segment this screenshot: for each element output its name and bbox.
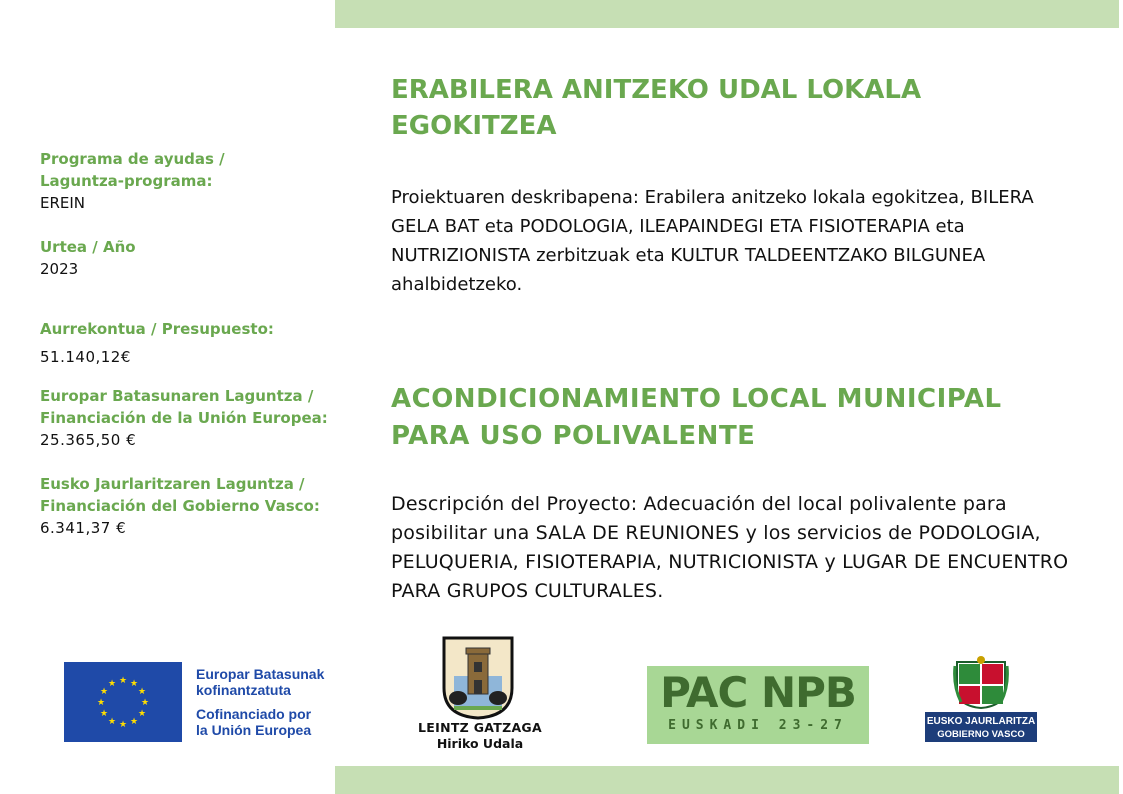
svg-text:★: ★: [129, 679, 139, 689]
pac-npb-logo: PAC NPB EUSKADI 23-27: [647, 666, 869, 744]
budget-label: Aurrekontua / Presupuesto:: [40, 320, 274, 338]
description-basque: Proiektuaren deskribapena: Erabilera anitzeko lokala egokitzea, BILERA GELA BAT eta PODOLOGIA, ILEAPAINDEGI ETA FISIOTERAPIA eta NUTRIZIONISTA zerbitzuak eta KULTUR TALDEENTZAKO BILGUNEA ahalbidetzeko.: [391, 187, 1034, 295]
svg-text:★: ★: [137, 709, 147, 719]
eu-flag-icon: [64, 662, 182, 742]
eu-funding-value: 25.365,50 €: [40, 431, 137, 449]
budget-value: 51.140,12€: [40, 348, 131, 366]
svg-text:★: ★: [99, 709, 109, 719]
svg-text:★: ★: [140, 698, 150, 708]
funding-sidebar: [40, 148, 340, 539]
program-value: EREIN: [40, 194, 86, 212]
svg-text:★: ★: [99, 687, 109, 697]
program-label: Programa de ayudas / Laguntza-programa:: [40, 150, 225, 190]
town-council: Hiriko Udala: [436, 736, 524, 751]
eu-funding-label: Europar Batasunaren Laguntza / Financiación de la Unión Europea:: [40, 387, 328, 427]
year-value: 2023: [40, 260, 79, 278]
town-shield-icon: [440, 636, 516, 720]
svg-text:★: ★: [129, 717, 139, 727]
svg-text:★: ★: [96, 698, 106, 708]
title-basque: ERABILERA ANITZEKO UDAL LOKALA EGOKITZEA: [391, 75, 922, 141]
svg-text:★: ★: [137, 687, 147, 697]
bottom-accent-bar: [335, 766, 1119, 794]
year-label: Urtea / Año: [40, 238, 136, 256]
eu-cofunding-logo: ★ ★ ★ ★ ★ ★ ★ ★ ★ ★ ★ ★ Europar Batasunak kofinantzatuta Cofinanciado por la Unión Europea: [64, 662, 354, 744]
title-spanish: ACONDICIONAMIENTO LOCAL MUNICIPAL PARA USO POLIVALENTE: [391, 384, 1002, 451]
town-name: LEINTZ GATZAGA: [418, 720, 542, 735]
svg-text:★: ★: [118, 720, 128, 730]
basque-government-logo: EUSKO JAURLARITZA GOBIERNO VASCO: [925, 656, 1037, 744]
svg-text:★: ★: [118, 676, 128, 686]
top-accent-bar: [335, 0, 1119, 28]
basque-government-crest-icon: [953, 656, 1009, 710]
gv-funding-label: Eusko Jaurlaritzaren Laguntza / Financiación del Gobierno Vasco:: [40, 475, 320, 515]
svg-text:★: ★: [107, 717, 117, 727]
gv-funding-value: 6.341,37 €: [40, 519, 127, 537]
svg-text:★: ★: [107, 679, 117, 689]
description-spanish: Descripción del Proyecto: Adecuación del local polivalente para posibilitar una SALA DE REUNIONES y los servicios de PODOLOGIA, PELUQUERIA, FISIOTERAPIA, NUTRICIONISTA y LUGAR DE ENCUENTRO PARA GRUPOS CULTURALES.: [391, 493, 1069, 602]
